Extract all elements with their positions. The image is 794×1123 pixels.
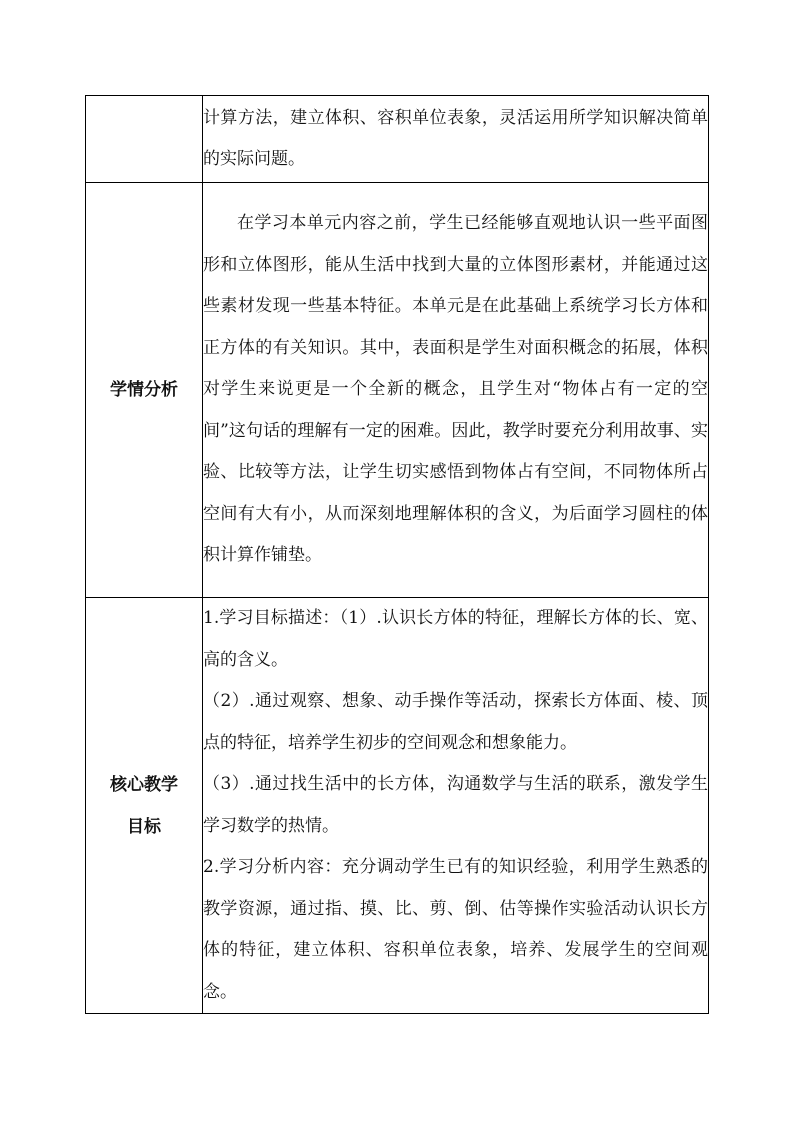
paragraph: 计算方法，建立体积、容积单位表象，灵活运用所学知识解决简单的实际问题。: [203, 107, 708, 169]
paragraph: （3）.通过找生活中的长方体，沟通数学与生活的联系，激发学生学习数学的热情。: [203, 774, 708, 836]
label-line: 目标: [127, 816, 161, 837]
row-content-cell: [203, 96, 709, 183]
label-line: 核心教学: [110, 774, 178, 795]
row-content-cell: [203, 183, 709, 598]
paragraph: 在学习本单元内容之前，学生已经能够直观地认识一些平面图形和立体图形，能从生活中找到大量的立体图形素材，并能通过这些素材发现一些基本特征。本单元是在此基础上系统学习长方体和正方体的有关知识。其中，表面积是学生对面积概念的拓展，体积对学生来说更是一个全新的概念，且学生对“物体占有一定的空间”这句话的理解有一定的困难。因此，教学时要充分利用故事、实验、比较等方法，让学生切实感悟到物体占有空间，不同物体所占空间有大有小，从而深刻地理解体积的含义，为后面学习圆柱的体积计算作铺垫。: [203, 213, 708, 566]
row-label-cell: [86, 96, 203, 183]
lesson-plan-table: [85, 95, 709, 1014]
table-row: [86, 96, 709, 183]
table-row: [86, 598, 709, 1014]
table-row: [86, 183, 709, 598]
paragraph: 2.学习分析内容：充分调动学生已有的知识经验，利用学生熟悉的教学资源，通过指、摸、比、剪、倒、估等操作实验活动认识长方体的特征，建立体积、容积单位表象，培养、发展学生的空间观念。: [203, 857, 708, 1002]
row-content-cell: [203, 598, 709, 1014]
row-label-learning-analysis: 学情分析: [86, 183, 203, 598]
paragraph: 1.学习目标描述：（1）.认识长方体的特征，理解长方体的长、宽、高的含义。: [203, 608, 708, 670]
row-label-core-goals: [86, 598, 203, 1014]
paragraph: （2）.通过观察、想象、动手操作等活动，探索长方体面、棱、顶点的特征，培养学生初步的空间观念和想象能力。: [203, 691, 708, 753]
